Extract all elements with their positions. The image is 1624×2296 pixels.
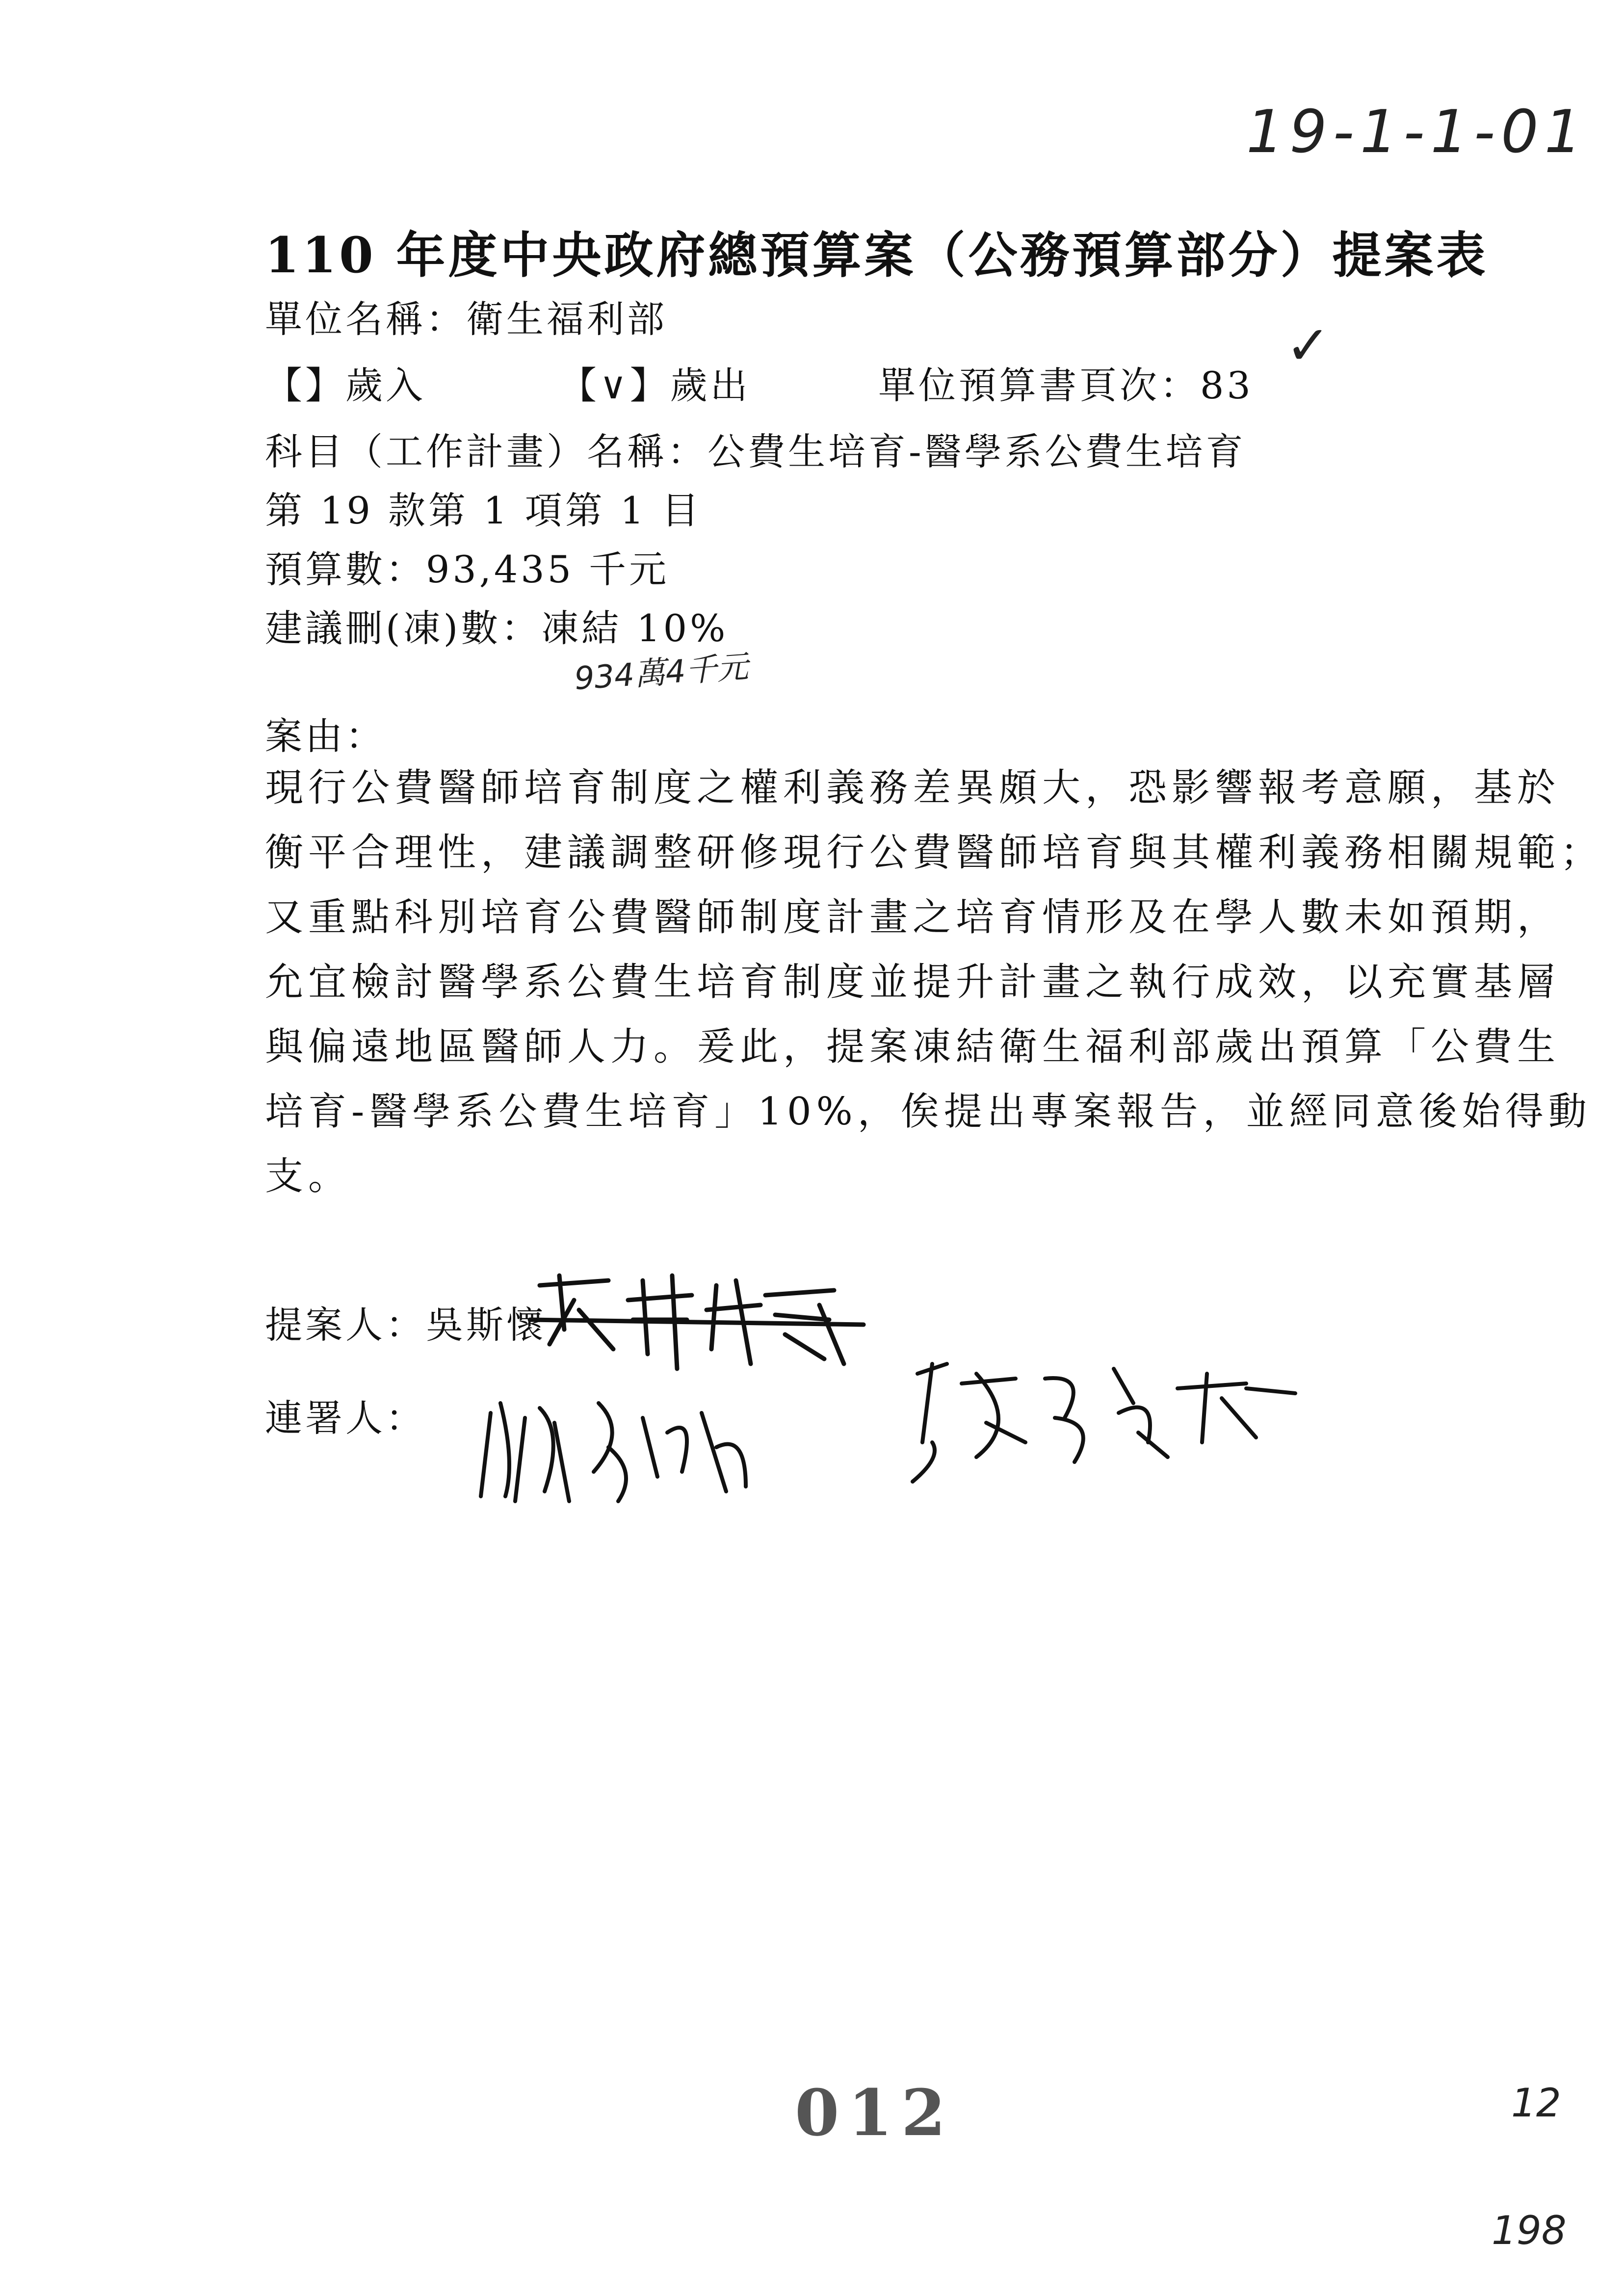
handwritten-note-12: 12 (1511, 2080, 1561, 2126)
budget-amount: 預算數：93,435 千元 (265, 548, 670, 591)
revenue-option: 【】歲入 (265, 364, 426, 407)
reason-line: 培育-醫學系公費生培育」10%，俟提出專案報告，並經同意後始得動 (265, 1090, 1592, 1134)
reason-body (265, 756, 1604, 1209)
proposed-freeze: 建議刪(凍)數：凍結 10% (265, 606, 729, 650)
item-number: 第 19 款第 1 項第 1 目 (265, 489, 702, 532)
handwritten-reference: 19-1-1-01 (1246, 98, 1588, 166)
unit-name: 單位名稱：衛生福利部 (265, 297, 667, 341)
proposer-label: 提案人：吳斯懷 (265, 1303, 547, 1347)
cosigner-signature-1 (471, 1374, 805, 1521)
reason-line: 允宜檢討醫學系公費生培育制度並提升計畫之執行成效，以充實基層 (265, 960, 1561, 1004)
cosigner-label: 連署人： (265, 1396, 426, 1440)
reason-line: 又重點科別培育公費醫師制度計畫之培育情形及在學人數未如預期， (265, 895, 1561, 939)
handwritten-amount-note: 934萬4千元 (573, 649, 750, 698)
reason-line: 與偏遠地區醫師人力。爰此，提案凍結衛生福利部歲出預算「公費生 (265, 1025, 1561, 1069)
reason-line: 支。 (265, 1154, 352, 1199)
cosigner-signature-2 (903, 1344, 1315, 1511)
subject-name: 科目（工作計畫）名稱：公費生培育-醫學系公費生培育 (265, 430, 1246, 473)
page-title: 110 年度中央政府總預算案（公務預算部分）提案表 (265, 226, 1489, 284)
proposer-signature (530, 1266, 873, 1388)
expenditure-option: 【∨】歲出 (559, 364, 751, 407)
reason-line: 現行公費醫師培育制度之權利義務差異頗大，恐影響報考意願，基於 (265, 766, 1561, 810)
checkmark: ✓ (1285, 314, 1331, 377)
budget-page-ref: 單位預算書頁次：83 (878, 364, 1254, 407)
reason-line: 衡平合理性，建議調整研修現行公費醫師培育與其權利義務相關規範； (265, 831, 1604, 875)
reason-label: 案由： (265, 714, 386, 758)
handwritten-note-198: 198 (1492, 2208, 1567, 2253)
page-number: 012 (795, 2075, 955, 2150)
